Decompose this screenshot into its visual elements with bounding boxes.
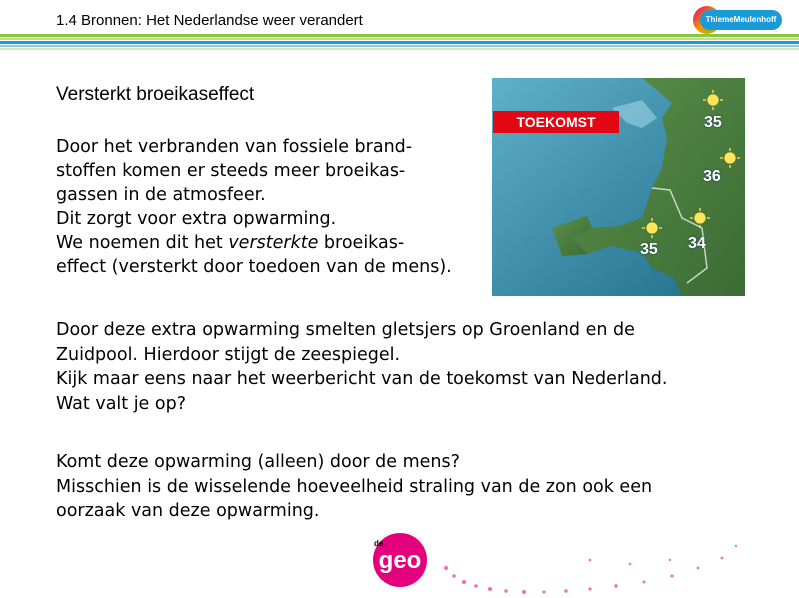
header-stripes (0, 34, 799, 52)
text-line: gassen in de atmosfeer. (56, 185, 266, 205)
italic-term: versterkte (228, 233, 319, 253)
geo-logo-text: geo (378, 547, 422, 574)
decorative-dots (440, 520, 740, 598)
text-line: oorzaak van deze opwarming. (56, 501, 320, 521)
text-line (56, 231, 516, 255)
geo-logo (360, 528, 440, 588)
page-title: 1.4 Bronnen: Het Nederlandse weer verandert (56, 12, 363, 29)
text-line: Dit zorgt voor extra opwarming. (56, 209, 337, 229)
text-line: Misschien is de wisselende hoeveelheid straling van de zon ook een (56, 476, 653, 497)
text-line: stoffen komen er steeds meer broeikas- (56, 161, 406, 181)
temperature-value: 35 (640, 241, 658, 258)
intro-paragraph (56, 135, 516, 279)
text-line: Zuidpool. Hierdoor stijgt de zeespiegel. (56, 344, 401, 365)
body-paragraph (56, 318, 776, 416)
text-line: effect (versterkt door toedoen van de mens). (56, 257, 452, 277)
text-line: Door deze extra opwarming smelten gletsjers op Groenland en de (56, 320, 635, 340)
weather-map (492, 78, 745, 296)
geo-logo-prefix: de (374, 539, 384, 548)
text-fragment: broeikas- (318, 233, 405, 253)
text-line: Door het verbranden van fossiele brand- (56, 137, 413, 157)
map-label-toekomst: TOEKOMST (493, 111, 619, 133)
text-fragment: We noemen dit het (56, 233, 229, 253)
text-line: Kijk maar eens naar het weerbericht van de toekomst van Nederland. (56, 369, 668, 389)
question-paragraph (56, 450, 776, 524)
section-title: Versterkt broeikaseffect (56, 84, 255, 105)
temperature-value: 34 (688, 235, 706, 252)
publisher-logo: ThiemeMeulenhoff (700, 10, 782, 30)
text-line: Wat valt je op? (56, 393, 186, 414)
text-line: Komt deze opwarming (alleen) door de mens? (56, 452, 460, 472)
temperature-value: 35 (704, 114, 722, 131)
temperature-value: 36 (703, 168, 721, 185)
